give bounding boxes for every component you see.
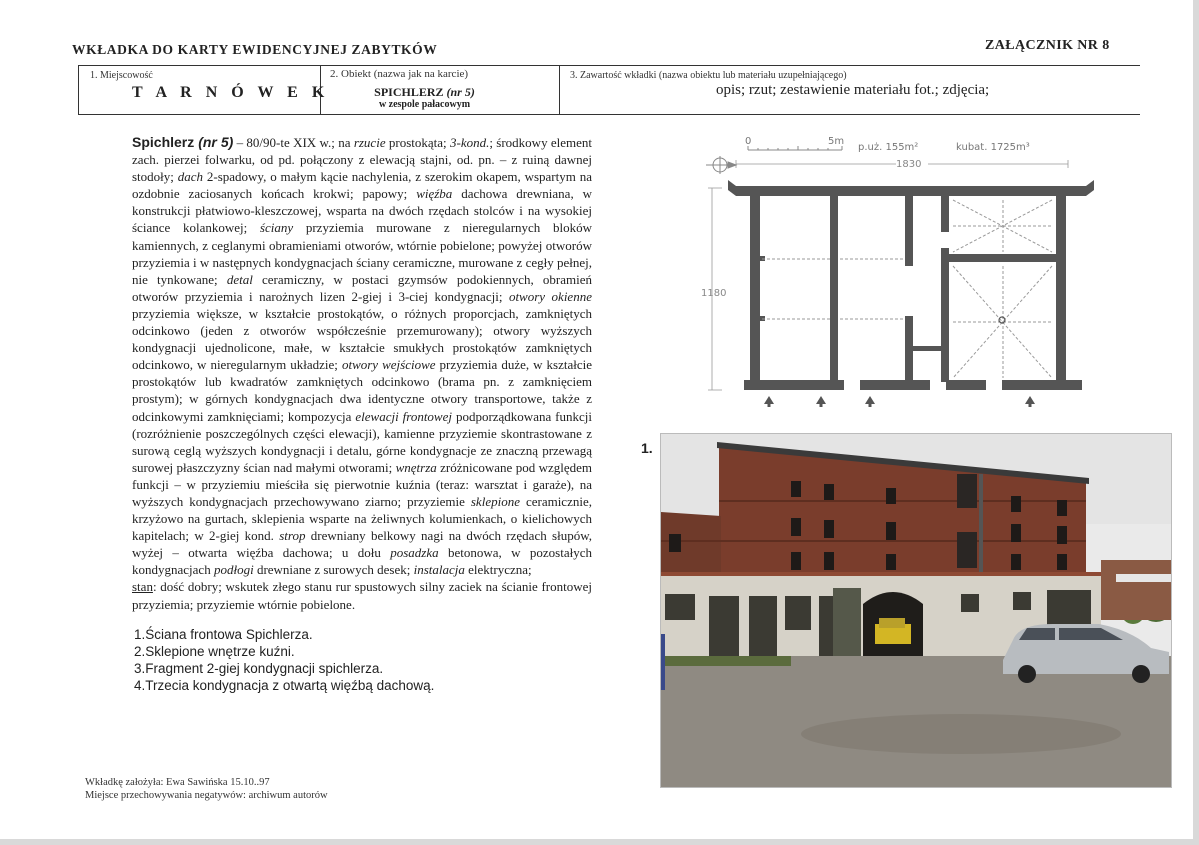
entrance-arrows	[764, 396, 1035, 407]
scale-zero-label: 0	[745, 136, 752, 147]
photo-captions	[134, 626, 434, 694]
caption-item: 3.Fragment 2-giej kondygnacji spichlerza.	[134, 661, 384, 676]
description-lead: Spichlerz (nr 5)	[132, 134, 234, 150]
page-edge-right	[1193, 0, 1199, 845]
state-paragraph: stan: dość dobry; wskutek złego stanu rur spustowych silny zaciek na ścianie frontowej przyziemia; przyziemie wtórnie pobielone.	[132, 579, 592, 612]
height-dimension: 1180	[701, 288, 727, 299]
width-dimension: 1830	[896, 159, 922, 170]
volume-label: kubat. 1725m³	[956, 142, 1030, 153]
floor-plan	[700, 128, 1100, 413]
annex-number: ZAŁĄCZNIK NR 8	[985, 38, 1110, 53]
object-name: SPICHLERZ (nr 5)	[374, 85, 475, 99]
place-label: 1. Miejscowość	[90, 70, 153, 81]
photo-number: 1.	[641, 440, 653, 456]
footer-negatives: Miejsce przechowywania negatywów: archiwum autorów	[85, 790, 328, 801]
contents-value: opis; rzut; zestawienie materiału fot.; zdjęcia;	[716, 82, 990, 98]
caption-item: 4.Trzecia kondygnacja z otwartą więźbą dachową.	[134, 678, 435, 693]
footer-author: Wkładkę założyła: Ewa Sawińska 15.10..97	[85, 777, 270, 788]
object-subtitle: w zespole pałacowym	[378, 99, 471, 110]
scale-five-label: 5m	[828, 136, 845, 147]
building-photo	[660, 433, 1172, 788]
area-label: p.uż. 155m²	[858, 142, 919, 153]
document-title: WKŁADKA DO KARTY EWIDENCYJNEJ ZABYTKÓW	[72, 42, 438, 57]
description-text: Spichlerz (nr 5) – 80/90-te XIX w.; na rzucie prostokąta; 3-kond.; środkowy element zach. pierzei folwarku, od pd. połączony z elewacją stajni, od. pn. – z ruiną dawnej stodoły; dach 2-spadowy, o małym kącie nachylenia, z szerokim okapem, wspartym na ozdobnie zaciosanych końcach krokwi; papowy; więźba dachowa drewniana, w konstrukcji płatwiowo-kleszczowej, wsparta na dwóch rzędach stolców i na wysokiej ściance kolankowej; ściany przyziemia murowane z nieregularnych bloków kamiennych, z ceglanymi obramieniami otworów, wtórnie pobielone; powyżej otworów przyziemia i w następnych kondygnacjach ściany ceramiczne, murowane z cegły pełnej, nie tynkowane; detal ceramiczny, w postaci gzymsów podokiennych, obramień otworów przyziemia i narożnych lizen 2-giej i 3-ciej kondygnacji; otwory okienne przyziemia większe, w kształcie prostokątów, o różnych proporcjach, zamkniętych odcinkowo (jeden z otworów współcześnie przemurowany); otwory wyższych kondygnacji ujednolicone, małe, w kształcie smukłych prostokątów zamkniętych odcinkowo, w nieregularnym układzie; otwory wejściowe przyziemia duże, w kształcie prostokątów lub kwadratów zamkniętych odcinkowo (brama pn. z zamknięciem prostym); w górnych kondygnacjach dwa identyczne otwory transportowe, także z odcinkowymi zamknięciami; kompozycja elewacji frontowej podporządkowana funkcji (rozróżnienie poszczególnych części elewacji), kamienne przyziemie skontrastowane z surową ceglą wyższych kondygnacji i detalu, górne kondygnacje ze znaczną przewagą surowej płaszczyzny ścian nad małymi otworami; wnętrza zróżnicowane pod względem funkcji – w przyziemiu mieściła się pierwotnie kuźnia (teraz: warsztat i garaże), na wyższych kondygnacjach przechowywano ziarno; przyziemie sklepione ceramicznie, krzyżowo na gurtach, sklepienia wsparte na żeliwnych kolumienkach, o kielichowych kapitelach; w 2-giej kond. strop drewniany belkowy nagi na dwóch rzędach słupów, wyżej – otwarta więźba dachowa; u dołu posadzka betonowa, w pozostałych kondygnacjach podłogi drewniane z surowych desek; instalacja elektryczna; stan: dość dobry; wskutek złego stanu rur spustowych silny zaciek na ścianie frontowej przyziemia; przyziemie wtórnie pobielone.	[82, 134, 592, 613]
caption-item: 2.Sklepione wnętrze kuźni.	[134, 644, 295, 659]
header-rule-top	[78, 65, 1140, 66]
field-separator-2	[559, 65, 560, 115]
north-arrow-icon	[706, 156, 736, 174]
page-edge-bottom	[0, 839, 1199, 845]
object-label: 2. Obiekt (nazwa jak na karcie)	[330, 68, 469, 80]
header-rule-bottom	[78, 114, 1140, 115]
building-photo-drawing	[661, 434, 1171, 787]
place-value: T A R N Ó W E K	[132, 84, 330, 101]
footer-notes	[85, 776, 328, 802]
field-separator-left	[78, 65, 79, 115]
plan-walls	[728, 180, 1094, 390]
caption-item: 1.Ściana frontowa Spichlerza.	[134, 627, 313, 642]
contents-label: 3. Zawartość wkładki (nazwa obiektu lub materiału uzupełniającego)	[570, 70, 847, 81]
